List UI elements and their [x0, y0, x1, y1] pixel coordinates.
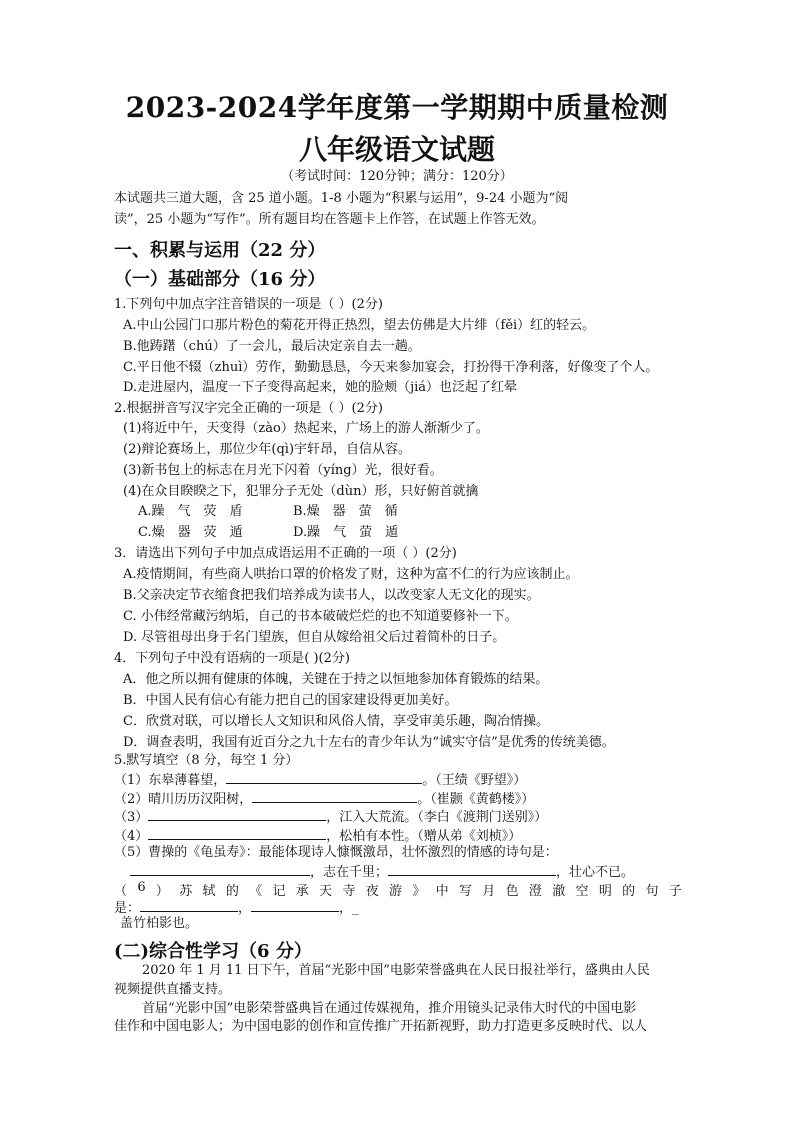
q5-item-1-prefix: （1）东皋薄暮望，: [114, 773, 227, 788]
q5-item-3: [114, 807, 547, 827]
q1-option-c: C.平日他不辍（zhuì）劳作，勤勤恳恳，今天来参加宴会，打扮得干净利落，好像变了个人。: [123, 360, 659, 375]
intro-line-1: 本试题共三道大题，含 25 道小题。1-8 小题为“积累与运用”，9-24 小题为“阅: [114, 191, 569, 206]
q5-blank-2[interactable]: [252, 789, 417, 803]
q5-item-6-char: 寺: [342, 884, 356, 899]
q5-item-5: （5）曹操的《龟虽寿》：最能体现诗人慷慨激昂，壮怀激烈的情感的诗句是：: [114, 845, 558, 860]
q1-option-b: B.他踌躇（chú）了一会儿，最后决定亲自去一趟。: [123, 339, 421, 354]
q5-item-3-source: ，江入大荒流。（李白《渡荆门送别》）: [326, 810, 548, 825]
q4-option-b: B．中国人民有信心有能力把自己的国家建设得更加美好。: [123, 693, 458, 708]
q5-item-6-char: （: [114, 884, 128, 899]
q3-option-d: D. 尽管祖母出身于名门望族，但自从嫁给祖父后过着简朴的日子。: [123, 630, 506, 645]
q2-sentence-3: (3)新书包上的标志在月光下闪着（yíng）光，很好看。: [123, 463, 443, 478]
q5-item-2-prefix: （2）晴川历历汉阳树，: [114, 792, 253, 807]
part2-heading: (二)综合性学习（6 分）: [114, 941, 312, 962]
q2-sentence-2: (2)辩论赛场上，那位少年(qì)宇轩昂，自信从容。: [123, 442, 412, 457]
q5-item-6-char: 《: [249, 884, 263, 899]
q5-item-4: [114, 826, 521, 846]
part1-heading: （一）基础部分（16 分）: [114, 269, 326, 290]
q3-option-c: C. 小伟经常藏污纳垢，自己的书本破破烂烂的也不知道要修补一下。: [123, 609, 518, 624]
q5-item-6-tail: 盖竹柏影也。: [120, 916, 199, 931]
q5-blank-1[interactable]: [226, 770, 422, 784]
q1-option-d: D.走进屋内，温度一下子变得高起来，她的脸颊（jiá）也泛起了红晕: [123, 380, 518, 395]
q5-item-1-source: 。（王绩《野望》）: [422, 773, 527, 788]
q5-item-6-char: 天: [319, 884, 333, 899]
q5-item-5-end: ，壮心不已。: [556, 865, 635, 880]
exam-title: 2023-2024学年度第一学期期中质量检测: [125, 91, 669, 124]
q2-option-d: D.躁 气 萤 遁: [293, 525, 399, 540]
q2-option-b: B.燥 器 萤 循: [293, 504, 398, 519]
q3-option-b: B.父亲决定节衣缩食把我们培养成为读书人，以改变家人无文化的现实。: [123, 588, 540, 603]
q5-item-6-char: 记: [272, 884, 286, 899]
q3-option-a: A.疫情期间，有些商人哄抬口罩的价格发了财，这种为富不仁的行为应该制止。: [123, 567, 579, 582]
q5-item-6-char: 明: [598, 884, 612, 899]
q5-item-6-prefix: 是：: [114, 901, 141, 916]
comprehensive-p2-line-1: 首届“光影中国”电影荣誉盛典旨在通过传媒视角，推介用镜头记录伟大时代的中国电影: [142, 1001, 637, 1016]
q2-option-c: C.燥 器 荧 遁: [138, 525, 243, 540]
q5-item-1: [114, 770, 526, 790]
comprehensive-p1-line-2: 视频提供直播支持。: [114, 982, 232, 997]
q5-blank-4[interactable]: [148, 826, 326, 840]
q5-item-3-prefix: （3）: [114, 810, 149, 825]
q5-blank-8[interactable]: [251, 898, 339, 912]
q4-option-a: A．他之所以拥有健康的体魄，关键在于持之以恒地参加体育锻炼的结果。: [123, 672, 549, 687]
q5-item-6-char: 澈: [552, 884, 566, 899]
comprehensive-p1-line-1: 2020 年 1 月 11 日下午，首届“光影中国”电影荣誉盛典在人民日报社举行，盛典由人民: [142, 963, 650, 978]
q2-sentence-1: (1)将近中午，天变得（zào）热起来，广场上的游人渐渐少了。: [123, 421, 489, 436]
section-heading: 一、积累与运用（22 分）: [114, 240, 326, 261]
q5-item-6-char: 轼: [202, 884, 216, 899]
q5-item-5-mid: ，志在千里；: [310, 865, 389, 880]
q5-item-6: [114, 880, 682, 899]
q5-item-6-answer: 是： ， ，_: [114, 898, 359, 918]
q5-item-4-source: ，松柏有本性。（赠从弟《刘桢》）: [326, 829, 522, 844]
q5-blank-6[interactable]: [388, 862, 556, 876]
q2-stem: 2.根据拼音写汉字完全正确的一项是（ ）(2分): [114, 401, 383, 416]
q3-stem: 3．请选出下列句子中加点成语运用不正确的一项（ ）(2分): [114, 546, 457, 561]
q5-item-6-char: ）: [155, 884, 169, 899]
exam-subtitle: 八年级语文试题: [298, 133, 495, 166]
q5-item-6-char: 的: [225, 884, 239, 899]
q5-item-6-char: 澄: [528, 884, 542, 899]
q5-item-2-source: 。（崔颢《黄鹤楼》）: [417, 792, 535, 807]
q5-item-6-char: 游: [389, 884, 403, 899]
q5-item-6-char: 承: [295, 884, 309, 899]
q5-item-4-prefix: （4）: [114, 829, 149, 844]
q5-item-2: [114, 789, 534, 809]
q2-option-a: A.躁 气 荧 盾: [138, 504, 243, 519]
comprehensive-p2-line-2: 佳作和中国电影人；为中国电影的创作和宣传推广开拓新视野，助力打造更多反映时代、以人: [114, 1019, 648, 1034]
q5-item-6-char: 苏: [179, 884, 193, 899]
q5-item-6-char: 空: [575, 884, 589, 899]
q5-blank-5[interactable]: [130, 862, 310, 876]
q5-item-6-char: 写: [458, 884, 472, 899]
q1-stem: 1.下列句中加点字注音错误的一项是（ ）(2分): [114, 297, 383, 312]
q5-item-6-char: 夜: [365, 884, 379, 899]
q5-stem: 5.默写填空（8 分，每空 1 分）: [114, 753, 299, 768]
q5-item-6-char: 中: [435, 884, 449, 899]
q5-blank-7[interactable]: [140, 898, 238, 912]
q4-stem: 4．下列句子中没有语病的一项是( )(2分): [114, 651, 350, 666]
q5-item-6-char: 色: [505, 884, 519, 899]
q5-item-6-char: 》: [412, 884, 426, 899]
exam-info: （考试时间：120分钟；满分：120分）: [281, 169, 513, 184]
q5-item-6-char: 月: [482, 884, 496, 899]
q2-sentence-4: (4)在众目睽睽之下，犯罪分子无处（dùn）形，只好俯首就擒: [123, 484, 479, 499]
q4-option-c: C．欣赏对联，可以增长人文知识和风俗人情，享受审美乐趣，陶冶情操。: [123, 714, 549, 729]
intro-line-2: 读”，25 小题为“写作”。所有题目均在答题卡上作答，在试题上作答无效。: [114, 212, 545, 227]
q4-option-d: D．调查表明，我国有近百分之九十左右的青少年认为“诚实守信”是优秀的传统美德。: [123, 735, 615, 750]
q5-item-6-char: 子: [668, 884, 682, 899]
q5-item-6-char: 的: [622, 884, 636, 899]
q5-item-5-answer: [130, 862, 634, 882]
q5-blank-3[interactable]: [148, 807, 326, 821]
q5-item-6-end: ，_: [339, 901, 359, 916]
q5-item-6-char: 句: [645, 884, 659, 899]
q5-item-6-char: 6: [137, 880, 146, 895]
q1-option-a: A.中山公园门口那片粉色的菊花开得正热烈，望去仿佛是大片绯（fěi）红的轻云。: [123, 318, 596, 333]
